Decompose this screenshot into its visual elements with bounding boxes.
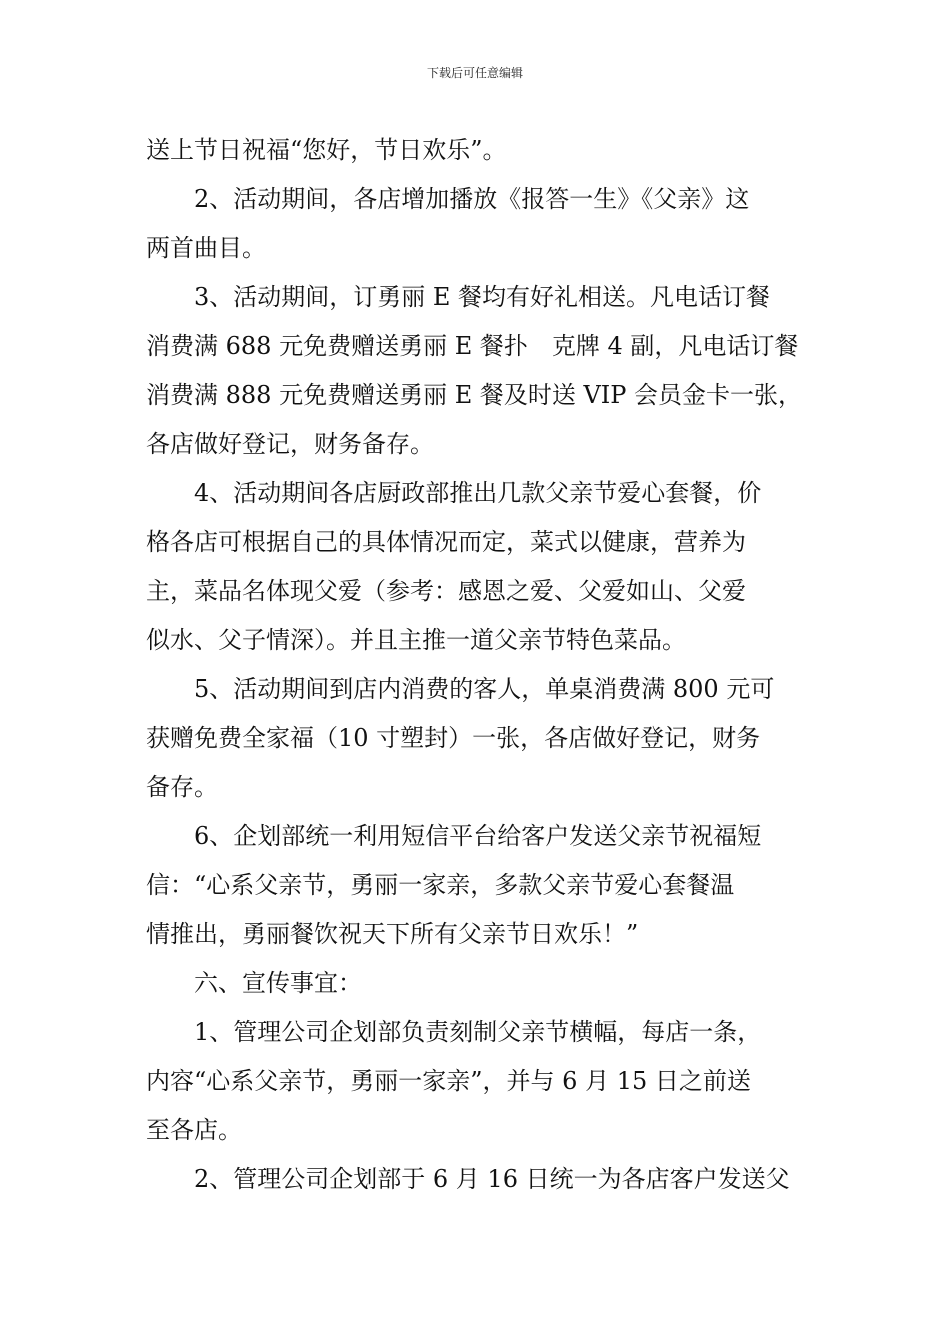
text-line: 3、活动期间，订勇丽 E 餐均有好礼相送。凡电话订餐 xyxy=(146,283,771,311)
text-line: 2、管理公司企划部于 6 月 16 日统一为各店客户发送父 xyxy=(146,1165,790,1193)
text-line: 至各店。 xyxy=(146,1116,242,1144)
text-line: 消费满 688 元免费赠送勇丽 E 餐扑 克牌 4 副，凡电话订餐 xyxy=(146,332,799,360)
page-header: 下载后可任意编辑 xyxy=(426,66,523,80)
text-line: 1、管理公司企划部负责刻制父亲节横幅，每店一条， xyxy=(146,1018,762,1046)
text-line: 内容“心系父亲节，勇丽一家亲”，并与 6 月 15 日之前送 xyxy=(146,1067,751,1095)
document-body xyxy=(146,126,810,1204)
text-line: 备存。 xyxy=(146,773,218,801)
text-line: 5、活动期间到店内消费的客人，单桌消费满 800 元可 xyxy=(146,675,775,703)
text-line: 两首曲目。 xyxy=(146,234,266,262)
text-line: 似水、父子情深）。并且主推一道父亲节特色菜品。 xyxy=(146,626,686,654)
text-line: 格各店可根据自己的具体情况而定，菜式以健康，营养为 xyxy=(146,528,746,556)
text-line: 送上节日祝福“您好，节日欢乐”。 xyxy=(146,136,507,164)
text-line: 获赠免费全家福（10 寸塑封）一张，各店做好登记，财务 xyxy=(146,724,761,752)
text-line: 消费满 888 元免费赠送勇丽 E 餐及时送 VIP 会员金卡一张， xyxy=(146,381,803,409)
text-line: 六、宣传事宜： xyxy=(146,969,362,997)
text-line: 各店做好登记，财务备存。 xyxy=(146,430,434,458)
text-line: 情推出，勇丽餐饮祝天下所有父亲节日欢乐！” xyxy=(146,920,639,948)
text-line: 主，菜品名体现父爱（参考：感恩之爱、父爱如山、父爱 xyxy=(146,577,746,605)
text-line: 信：“心系父亲节，勇丽一家亲，多款父亲节爱心套餐温 xyxy=(146,871,735,899)
text-line: 4、活动期间各店厨政部推出几款父亲节爱心套餐，价 xyxy=(146,479,762,507)
text-line: 6、企划部统一利用短信平台给客户发送父亲节祝福短 xyxy=(146,822,762,850)
text-line: 2、活动期间，各店增加播放《报答一生》《父亲》这 xyxy=(146,185,750,213)
